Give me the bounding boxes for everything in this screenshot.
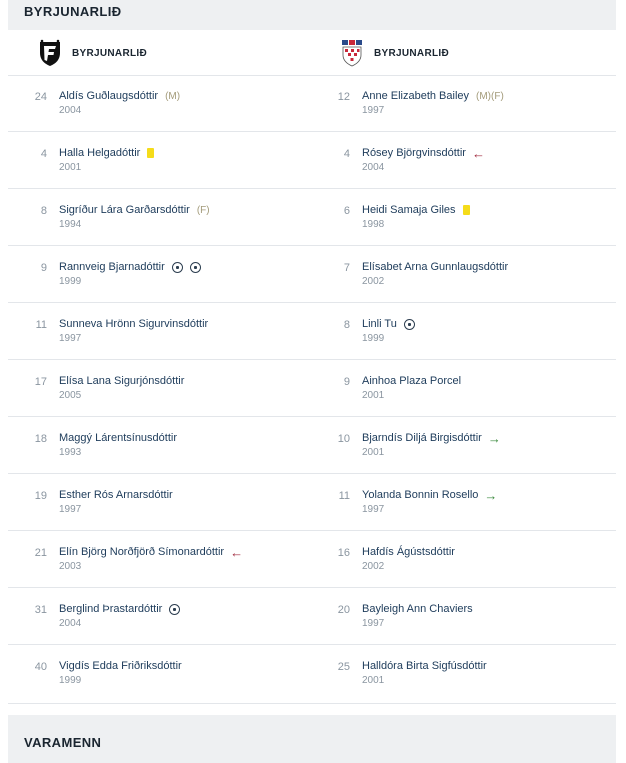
player-name-line[interactable] [59, 489, 173, 501]
player-name[interactable]: Anne Elizabeth Bailey [362, 90, 470, 102]
player-birth-year: 2002 [362, 561, 385, 572]
player-number: 21 [34, 547, 47, 559]
yellow-card-icon [147, 148, 154, 158]
player-number: 8 [343, 319, 350, 331]
goal-ball-icon [404, 319, 415, 330]
team-header [8, 30, 616, 76]
player-role-tag: (M) [165, 90, 181, 102]
player-name-line[interactable] [362, 546, 455, 558]
player-number: 11 [35, 319, 47, 331]
player-role-tag: (M)(F) [476, 90, 504, 102]
away-team-crest-icon [340, 39, 364, 67]
player-number: 17 [34, 376, 47, 388]
player-name-line[interactable] [362, 489, 497, 501]
player-number: 19 [34, 490, 47, 502]
player-name-line[interactable] [59, 660, 182, 672]
player-name[interactable]: Hafdís Ágústsdóttir [362, 546, 455, 558]
player-name-line[interactable] [59, 432, 177, 444]
player-birth-year: 1999 [59, 675, 82, 686]
section-title: BYRJUNARLIÐ [24, 4, 122, 19]
lineup-row [8, 417, 616, 474]
player-name[interactable]: Heidi Samaja Giles [362, 204, 456, 216]
player-name[interactable]: Berglind Þrastardóttir [59, 603, 163, 615]
home-team-crest-icon [38, 39, 62, 67]
player-birth-year: 2004 [59, 105, 82, 116]
substitutes-section-header [8, 715, 616, 763]
player-number: 4 [343, 148, 350, 160]
goal-ball-icon [190, 262, 201, 273]
player-number: 12 [337, 91, 350, 103]
player-name-line[interactable] [362, 375, 461, 387]
player-number: 8 [40, 205, 47, 217]
player-number: 10 [337, 433, 350, 445]
player-birth-year: 1994 [59, 219, 82, 230]
player-birth-year: 2001 [362, 447, 385, 458]
subs-title: VARAMENN [24, 735, 102, 750]
player-name-line[interactable] [59, 603, 180, 615]
player-name[interactable]: Sigríður Lára Garðarsdóttir [59, 204, 190, 216]
player-name-line[interactable] [362, 204, 470, 216]
player-name[interactable]: Yolanda Bonnin Rosello [362, 489, 479, 501]
goal-ball-icon [169, 604, 180, 615]
lineup-row [8, 474, 616, 531]
player-birth-year: 1997 [362, 618, 385, 629]
player-name-line[interactable] [59, 261, 201, 273]
home-team[interactable] [38, 38, 147, 68]
player-number: 31 [34, 604, 47, 616]
player-birth-year: 1993 [59, 447, 82, 458]
player-birth-year: 2001 [362, 675, 385, 686]
player-birth-year: 2004 [362, 162, 385, 173]
player-name[interactable]: Esther Rós Arnarsdóttir [59, 489, 173, 501]
player-number: 25 [337, 661, 350, 673]
player-name-line[interactable] [362, 90, 504, 102]
player-name[interactable]: Maggý Lárentsínusdóttir [59, 432, 178, 444]
player-name[interactable]: Bjarndís Diljá Birgisdóttir [362, 432, 482, 444]
player-birth-year: 1999 [59, 276, 82, 287]
player-name-line[interactable] [362, 147, 485, 159]
player-birth-year: 1998 [362, 219, 385, 230]
player-name[interactable]: Ainhoa Plaza Porcel [362, 375, 462, 387]
player-birth-year: 2004 [59, 618, 82, 629]
player-name[interactable]: Rannveig Bjarnadóttir [59, 261, 165, 273]
player-name[interactable]: Vigdís Edda Friðriksdóttir [59, 660, 182, 672]
player-name-line[interactable] [59, 318, 208, 330]
player-name-line[interactable] [362, 660, 487, 672]
player-birth-year: 1997 [362, 105, 385, 116]
player-number: 9 [40, 262, 47, 274]
player-name-line[interactable] [362, 432, 501, 444]
player-birth-year: 1997 [59, 333, 82, 344]
player-birth-year: 1997 [59, 504, 82, 515]
player-name-line[interactable] [59, 375, 184, 387]
player-name-line[interactable] [362, 261, 508, 273]
player-number: 40 [34, 661, 47, 673]
player-name-line[interactable] [59, 204, 210, 216]
lineup-section-header [8, 0, 616, 30]
away-team-label: BYRJUNARLIÐ [374, 47, 449, 59]
lineup-row [8, 246, 616, 303]
lineup-row [8, 75, 616, 132]
player-birth-year: 2001 [59, 162, 82, 173]
substituted-out-arrow-icon: ← [471, 145, 485, 161]
away-team[interactable] [340, 38, 449, 68]
player-role-tag: (F) [196, 204, 210, 216]
player-name[interactable]: Halla Helgadóttir [59, 147, 141, 159]
yellow-card-icon [463, 205, 470, 215]
player-birth-year: 1999 [362, 333, 385, 344]
player-number: 18 [34, 433, 47, 445]
player-birth-year: 2003 [59, 561, 82, 572]
player-number: 4 [40, 148, 47, 160]
player-name[interactable]: Linli Tu [362, 318, 397, 330]
substituted-out-arrow-icon: ← [230, 544, 244, 560]
player-number: 6 [343, 205, 350, 217]
lineup-row [8, 531, 616, 588]
player-number: 24 [34, 91, 47, 103]
player-name[interactable]: Bayleigh Ann Chaviers [362, 603, 473, 615]
lineup-row [8, 360, 616, 417]
substituted-in-arrow-icon: → [487, 430, 501, 446]
player-name[interactable]: Elín Björg Norðfjörð Símonardóttir [59, 546, 225, 558]
lineup-row [8, 588, 616, 645]
lineup-row [8, 645, 616, 704]
lineup-row [8, 132, 616, 189]
player-name-line[interactable] [59, 147, 154, 159]
player-birth-year: 2001 [362, 390, 385, 401]
player-name[interactable]: Rósey Björgvinsdóttir [362, 147, 466, 159]
substituted-in-arrow-icon: → [484, 487, 498, 503]
lineup-row [8, 189, 616, 246]
player-name-line[interactable] [362, 318, 415, 330]
player-name[interactable]: Elísabet Arna Gunnlaugsdóttir [362, 261, 509, 273]
player-number: 7 [343, 262, 350, 274]
player-name[interactable]: Elísa Lana Sigurjónsdóttir [59, 375, 185, 387]
player-birth-year: 2005 [59, 390, 82, 401]
player-number: 11 [338, 490, 350, 502]
player-birth-year: 2002 [362, 276, 385, 287]
goal-ball-icon [172, 262, 183, 273]
lineup-row [8, 303, 616, 360]
player-name[interactable]: Aldís Guðlaugsdóttir [59, 90, 159, 102]
player-name-line[interactable] [59, 546, 243, 558]
player-number: 9 [343, 376, 350, 388]
player-name[interactable]: Halldóra Birta Sigfúsdóttir [362, 660, 487, 672]
player-name-line[interactable] [362, 603, 473, 615]
player-number: 16 [337, 547, 350, 559]
lineup-table [8, 75, 616, 704]
player-name-line[interactable] [59, 90, 180, 102]
player-number: 20 [337, 604, 350, 616]
home-team-label: BYRJUNARLIÐ [72, 47, 147, 59]
player-name[interactable]: Sunneva Hrönn Sigurvinsdóttir [59, 318, 209, 330]
player-birth-year: 1997 [362, 504, 385, 515]
